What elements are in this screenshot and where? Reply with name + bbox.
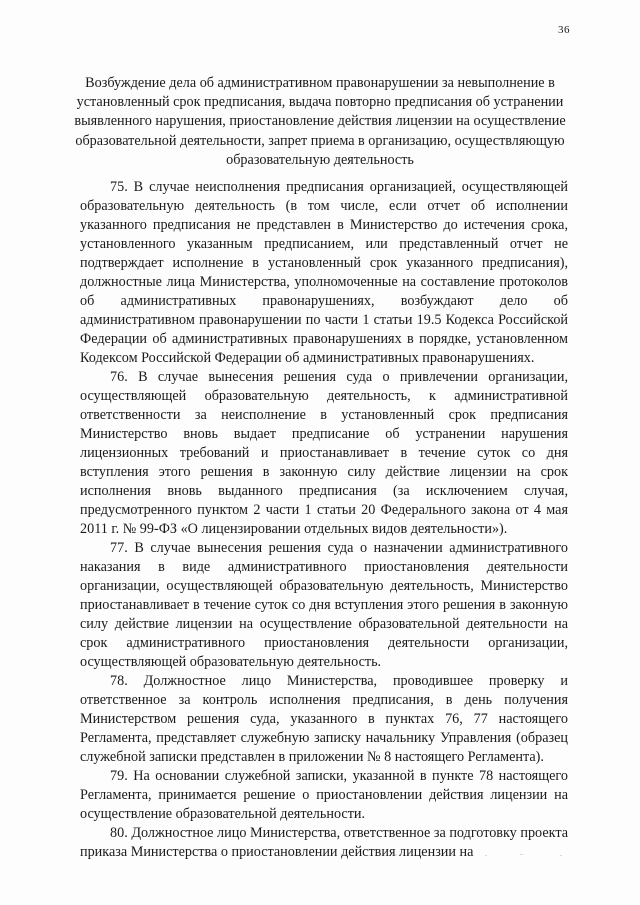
paragraph-75: 75. В случае неисполнения предписания организацией, осуществляющей образовательную деятельность (в том числе, если отчет об исполнении указанного предписания не представлен в Министерство до истечения срока, установленного указанным предписанием, или представленный отчет не подтверждает исполнение в установленный срок указанного предписания), должностные лица Министерства, уполномоченные на составление протоколов об административных правонарушениях, возбуждают дело об административном правонарушении по части 1 статьи 19.5 Кодекса Российской Федерации об административных правонарушениях в порядке, установленном Кодексом Российской Федерации об административных правонарушениях. (80, 179, 568, 366)
paragraph-78: 78. Должностное лицо Министерства, проводившее проверку и ответственное за контроль исполнения предписания, в день получения Министерством решения суда, указанного в пунктах 76, 77 настоящего Регламента, представляет служебную записку начальнику Управления (образец служебной записки представлен в приложении № 8 настоящего Регламента). (80, 673, 568, 765)
paragraph-79: 79. На основании служебной записки, указанной в пункте 78 настоящего Регламента, принимается решение о приостановлении действия лицензии на осуществление образовательной деятельности. (80, 768, 568, 822)
scan-artifact-line (140, 852, 580, 858)
section-heading: Возбуждение дела об административном правонарушении за невыполнение в установленный срок предписания, выдача повторно предписания об устранении выявленного нарушения, приостановление действия лицензии на осуществление образовательной деятельности, запрет приема в организацию, осуществляющую образовательную деятельность (74, 75, 566, 168)
document-body (80, 178, 568, 862)
page-number: 36 (558, 24, 570, 36)
paragraph-76: 76. В случае вынесения решения суда о привлечении организации, осуществляющей образовательную деятельность, к административной ответственности за неисполнение в установленный срок предписания Министерство вновь выдает предписание об устранении нарушения лицензионных требований и приостанавливает в течение суток со дня вступления этого решения в законную силу действие лицензии на срок исполнения вновь выданного предписания (за исключением случая, предусмотренного пунктом 2 части 1 статьи 20 Федерального закона от 4 мая 2011 г. № 99-ФЗ «О лицензировании отдельных видов деятельности»). (80, 369, 568, 537)
paragraph-80: 80. Должностное лицо Министерства, ответственное за подготовку проекта приказа Министерства о приостановлении действия лицензии на (80, 825, 568, 860)
paragraph-77: 77. В случае вынесения решения суда о назначении административного наказания в виде административного приостановления деятельности организации, осуществляющей образовательную деятельность, Министерство приостанавливает в течение суток со дня вступления этого решения в законную силу действие лицензии на осуществление образовательной деятельности на срок административного приостановления деятельности организации, осуществляющей образовательную деятельность. (80, 540, 568, 670)
